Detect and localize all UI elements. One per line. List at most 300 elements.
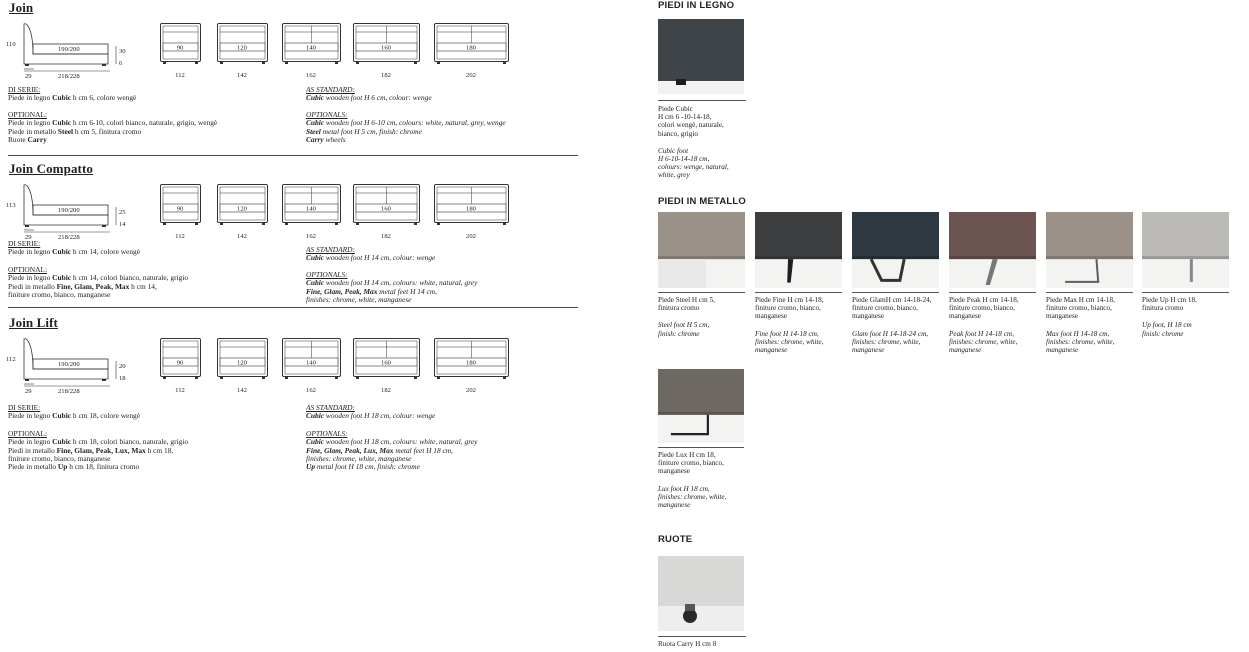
- spec-model-name: Cubic: [306, 411, 325, 421]
- caption-en-line: manganese: [1046, 346, 1079, 355]
- caption-en-line: H 6-10-14-18 cm,: [658, 155, 710, 164]
- spec-model-name: Steel: [306, 126, 321, 136]
- foot-mark: [503, 223, 506, 226]
- caption-en-line: Glam foot H 14-18-24 cm,: [852, 329, 929, 338]
- module-top-view: [160, 184, 204, 244]
- foot-caption: [658, 451, 750, 509]
- photo-art: [852, 212, 939, 288]
- module-label: 90: [176, 44, 184, 52]
- spec-model-name: Carry: [306, 134, 324, 144]
- spec-block-std-en: [306, 86, 432, 103]
- spec-text: wooden foot H 6 cm, colour: wenge: [324, 93, 432, 103]
- spec-model-name: Cubic: [306, 437, 325, 447]
- foot-mark: [503, 62, 506, 65]
- fabric-edge: [852, 256, 939, 259]
- foot-mark: [414, 62, 417, 65]
- spec-block-std-en: [306, 246, 435, 263]
- caption-en-line: Steel foot H 5 cm,: [658, 321, 710, 330]
- module-width: 162: [306, 233, 316, 240]
- foot-mark: [285, 377, 288, 380]
- spec-label: OPTIONALS:: [306, 429, 348, 438]
- spec-text: metal feet H 18 cm,: [393, 445, 453, 455]
- photo-art: [949, 212, 1036, 288]
- section-title: Join: [9, 0, 34, 15]
- fabric-edge: [658, 256, 745, 259]
- caption-en-line: white, grey: [658, 171, 690, 180]
- spec-text: Piedi in metallo: [8, 281, 57, 291]
- ruote-heading: RUOTE: [658, 534, 693, 545]
- section-divider: [8, 307, 578, 308]
- wheel: [683, 609, 697, 623]
- caption-en-line: finishes: chrome, white,: [949, 337, 1018, 346]
- caption-rule: [1142, 292, 1229, 293]
- depth-dim: 29: [25, 73, 32, 80]
- foot-dim: 30: [119, 48, 126, 55]
- foot-mark: [285, 223, 288, 226]
- spec-block-std-en: [306, 404, 435, 421]
- spec-text: wooden foot H 6-10 cm, colours: white, natural, grey, wenge: [324, 118, 506, 128]
- depth-dim: 218/228: [58, 73, 80, 80]
- spec-label: AS STANDARD:: [306, 245, 355, 254]
- fabric-edge: [1046, 256, 1133, 259]
- module-inner: [220, 341, 265, 374]
- foot-shape: [671, 415, 708, 434]
- seat-label: 190/200: [58, 207, 80, 214]
- caption-en-line: manganese: [949, 346, 982, 355]
- module-width: 142: [237, 387, 247, 394]
- module-frame: [218, 24, 268, 62]
- caption-rule: [658, 447, 744, 448]
- spec-block-opt-it: [8, 111, 217, 144]
- spec-block-std-it: [8, 240, 140, 257]
- caption-en-line: finish: chrome: [1142, 329, 1184, 338]
- spec-line: [306, 463, 477, 471]
- foot-mark: [437, 62, 440, 65]
- spec-model-name: Carry: [27, 134, 47, 144]
- foot-shape: [1065, 259, 1098, 282]
- spec-model-name: Fine, Glam, Peak, Max: [306, 286, 378, 296]
- foot-mark: [220, 377, 223, 380]
- module-label: 140: [306, 359, 316, 367]
- fabric: [658, 212, 745, 259]
- foot-caption: [852, 296, 945, 354]
- module-top-view: [217, 338, 271, 398]
- spec-block-std-it: [8, 86, 136, 103]
- module-top-view: [434, 184, 512, 244]
- foot-caption: [755, 296, 848, 354]
- spec-text: wheels: [323, 134, 346, 144]
- foot-dim: 25: [119, 209, 126, 216]
- foot-mark: [414, 377, 417, 380]
- spec-text: finishes: chrome, white, manganese: [306, 294, 412, 304]
- fabric: [852, 212, 939, 259]
- foot-mark: [102, 379, 106, 381]
- foot-dim: 6: [119, 60, 123, 67]
- caption-rule: [949, 292, 1036, 293]
- caption-en: [852, 330, 945, 355]
- fabric: [755, 212, 842, 259]
- caption-en: [658, 485, 750, 510]
- spec-model-name: Fine, Glam, Peak, Lux, Max: [56, 445, 146, 455]
- spec-text: Piede in legno: [8, 118, 53, 128]
- caption-en-line: Fine foot H 14-18 cm,: [755, 329, 819, 338]
- module-width: 162: [306, 387, 316, 394]
- foot-mark: [356, 62, 359, 65]
- foot-caption: [658, 105, 729, 180]
- caption-it: manganese: [658, 467, 690, 476]
- spec-text: wooden foot H 18 cm, colour: wenge: [324, 411, 436, 421]
- spec-text: metal feet H 14 cm,: [377, 286, 437, 296]
- caption-rule: [658, 636, 746, 637]
- foot-mark: [414, 223, 417, 226]
- module-frame: [161, 185, 201, 223]
- spec-text: h cm 18,: [145, 445, 174, 455]
- spec-line: [8, 94, 136, 102]
- seat-label: 190/200: [58, 361, 80, 368]
- spec-model-name: Cubic: [306, 118, 325, 128]
- spec-text: h cm 6-10, colori bianco, naturale, grigio, wengè: [71, 118, 218, 128]
- spec-model-name: Fine, Glam, Peak, Max: [56, 281, 130, 291]
- caption-it: H cm 6 -10-14-18,: [658, 113, 712, 122]
- spec-model-name: Cubic: [306, 253, 325, 263]
- spec-label: AS STANDARD:: [306, 85, 355, 94]
- foot-shape: [871, 259, 904, 280]
- module-frame: [161, 339, 201, 377]
- caption-it: Piede GlamH cm 14-18-24,: [852, 296, 932, 304]
- section-title: Join Lift: [9, 315, 58, 330]
- spec-block-opt-it: [8, 430, 188, 471]
- spec-text: finishes: chrome, white, manganese: [306, 453, 412, 463]
- foot-mark: [285, 62, 288, 65]
- spec-model-name: Up: [57, 462, 68, 472]
- spec-text: Piede in legno: [8, 273, 53, 283]
- depth-dim: 29: [25, 388, 32, 395]
- caption-rule: [852, 292, 939, 293]
- spec-text: metal foot H 18 cm, finish: chrome: [315, 462, 420, 472]
- module-width: 182: [381, 72, 391, 79]
- spec-line: [306, 254, 435, 262]
- spec-line: [8, 248, 140, 256]
- foot-photo: [658, 369, 744, 443]
- caption-en: [949, 330, 1042, 355]
- spec-model-name: Up: [306, 462, 316, 472]
- caption-en-line: Up foot, H 18 cm: [1142, 321, 1192, 330]
- photo-art: [658, 556, 744, 631]
- foot-caption: [658, 296, 751, 338]
- fabric: [949, 212, 1036, 259]
- caption-it: finiture cromo, bianco,: [852, 304, 918, 313]
- module-label: 90: [176, 205, 184, 213]
- spec-block-opt-en: [306, 271, 477, 304]
- spec-line: [8, 136, 217, 144]
- module-width: 142: [237, 233, 247, 240]
- spec-text: wooden foot H 14 cm, colours: white, natural, grey: [324, 278, 478, 288]
- foot-photo: [949, 212, 1036, 288]
- side-view-drawing: [0, 177, 150, 243]
- foot-shape: [787, 259, 793, 283]
- spec-text: finiture cromo, bianco, manganese: [8, 289, 111, 299]
- spec-text: Piede in metallo: [8, 462, 58, 472]
- caption-en-line: Cubic foot: [658, 146, 689, 155]
- caption-rule: [755, 292, 842, 293]
- module-width: 112: [175, 233, 185, 240]
- caption-it: manganese: [755, 312, 787, 321]
- spec-text: h cm 18, colori bianco, naturale, grigio: [71, 437, 189, 447]
- spec-model-name: Cubic: [52, 411, 72, 421]
- spec-line: [306, 94, 432, 102]
- module-width: 162: [306, 72, 316, 79]
- foot-mark: [102, 64, 106, 66]
- module-inner: [163, 341, 198, 374]
- fabric: [658, 556, 744, 606]
- module-top-view: [434, 23, 512, 83]
- foot-mark: [356, 223, 359, 226]
- caption-it: finiture cromo, bianco,: [1046, 304, 1112, 313]
- caption-en-line: manganese: [755, 346, 788, 355]
- module-width: 142: [237, 72, 247, 79]
- foot-mark: [102, 225, 106, 227]
- caption-it: finitura cromo: [1142, 304, 1184, 313]
- side-view-drawing: [0, 16, 150, 82]
- caption-it: finiture cromo, bianco,: [949, 304, 1015, 313]
- module-top-view: [282, 184, 344, 244]
- caption-it: Piede Lux H cm 18,: [658, 451, 716, 459]
- caption-en: [1142, 321, 1235, 337]
- module-inner: [163, 26, 198, 59]
- spec-text: Ruote: [8, 134, 28, 144]
- metallo-heading: PIEDI IN METALLO: [658, 196, 746, 207]
- section-title: Join Compatto: [9, 161, 93, 176]
- fabric-edge: [1142, 256, 1229, 259]
- foot-mark: [25, 379, 29, 381]
- caption-it: bianco, grigio: [658, 129, 698, 138]
- module-label: 120: [237, 205, 247, 213]
- module-label: 180: [466, 359, 476, 367]
- foot-mark: [195, 223, 198, 226]
- spec-text: Piedi in metallo: [8, 445, 57, 455]
- module-label: 140: [306, 44, 316, 52]
- spec-text: h cm 14, colore wengè: [71, 247, 141, 257]
- caption-it: finiture cromo, bianco,: [755, 304, 821, 313]
- spec-label: OPTIONAL:: [8, 265, 48, 274]
- module-width: 112: [175, 387, 185, 394]
- module-frame: [218, 339, 268, 377]
- foot-mark: [220, 62, 223, 65]
- foot-mark: [356, 377, 359, 380]
- seat-label: 190/200: [58, 46, 80, 53]
- module-label: 120: [237, 44, 247, 52]
- spec-text: h cm 5, finitura cromo: [73, 126, 142, 136]
- spec-text: wooden foot H 18 cm, colours: white, natural, grey: [324, 437, 478, 447]
- spec-text: Piede in metallo: [8, 126, 58, 136]
- spec-text: h cm 6, colore wengè: [71, 93, 137, 103]
- foot-photo: [1142, 212, 1229, 288]
- spec-line: [8, 412, 140, 420]
- foot-mark: [437, 377, 440, 380]
- module-width: 202: [466, 72, 476, 79]
- spec-line: [8, 463, 188, 471]
- foot-caption: [949, 296, 1042, 354]
- spec-model-name: Cubic: [52, 247, 72, 257]
- caption-it: manganese: [1046, 312, 1078, 321]
- caption-en-line: manganese: [658, 501, 691, 510]
- foot-mark: [163, 223, 166, 226]
- caption-en: [658, 321, 751, 337]
- wheel-mount: [685, 604, 695, 611]
- spec-label: DI SERIE:: [8, 403, 41, 412]
- module-width: 182: [381, 387, 391, 394]
- depth-dim: 218/228: [58, 234, 80, 241]
- spec-label: OPTIONALS:: [306, 270, 348, 279]
- height-dim: 112: [6, 356, 16, 363]
- caption-en: [755, 330, 848, 355]
- spec-line: [306, 296, 477, 304]
- foot-dim: 20: [119, 363, 126, 370]
- foot-mark: [335, 223, 338, 226]
- spec-line: [306, 412, 435, 420]
- foot-dim: 14: [119, 221, 126, 228]
- fabric-edge: [755, 256, 842, 259]
- foot-photo: [1046, 212, 1133, 288]
- module-top-view: [353, 23, 423, 83]
- cubic-foot-photo: [658, 19, 744, 94]
- spec-line: [8, 291, 188, 299]
- caption-it: Piede Steel H cm 5,: [658, 296, 715, 304]
- foot-mark: [220, 223, 223, 226]
- spec-text: h cm 14,: [129, 281, 157, 291]
- foot-shape: [986, 259, 998, 285]
- foot-mark: [25, 64, 29, 66]
- module-width: 182: [381, 233, 391, 240]
- fabric: [1046, 212, 1133, 259]
- spec-label: OPTIONAL:: [8, 429, 48, 438]
- foot-shape: [1190, 259, 1193, 282]
- caption-rule: [1046, 292, 1133, 293]
- foot-mark: [262, 223, 265, 226]
- caption-en-line: Lux foot H 18 cm,: [658, 484, 710, 493]
- foot-mark: [195, 62, 198, 65]
- caption-en-line: Peak foot H 14-18 cm,: [949, 329, 1014, 338]
- fabric: [1142, 212, 1229, 259]
- caption-it: colori wengè, naturale,: [658, 121, 724, 130]
- foot-mark: [195, 377, 198, 380]
- module-width: 112: [175, 72, 185, 79]
- module-top-view: [434, 338, 512, 398]
- caption-en-line: colours: wenge, natural,: [658, 163, 729, 172]
- module-top-view: [353, 184, 423, 244]
- caption-en: [658, 147, 729, 180]
- floor: [658, 259, 706, 288]
- foot-mark: [163, 62, 166, 65]
- fabric-edge: [658, 412, 744, 415]
- caption-en-line: manganese: [852, 346, 885, 355]
- cubic-foot: [676, 79, 686, 85]
- caption-it: manganese: [852, 312, 884, 321]
- depth-dim: 218/228: [58, 388, 80, 395]
- spec-model-name: Cubic: [306, 278, 325, 288]
- foot-caption: [1142, 296, 1235, 338]
- spec-text: wooden foot H 14 cm, colour: wenge: [324, 253, 436, 263]
- module-top-view: [282, 338, 344, 398]
- wheel-photo: [658, 556, 744, 631]
- spec-text: finiture cromo, bianco, manganese: [8, 453, 111, 463]
- foot-mark: [25, 225, 29, 227]
- foot-mark: [335, 62, 338, 65]
- module-label: 120: [237, 359, 247, 367]
- spec-block-opt-it: [8, 266, 188, 299]
- spec-text: h cm 18, colore wengè: [71, 411, 141, 421]
- photo-art: [1142, 212, 1229, 288]
- module-inner: [163, 187, 198, 220]
- caption-it: finitura cromo: [658, 304, 700, 313]
- module-label: 160: [381, 44, 391, 52]
- spec-label: DI SERIE:: [8, 85, 41, 94]
- section-divider: [8, 155, 578, 156]
- caption-en-line: finishes: chrome, white,: [658, 492, 727, 501]
- module-label: 180: [466, 205, 476, 213]
- fabric: [658, 369, 744, 415]
- spec-model-name: Cubic: [52, 437, 72, 447]
- module-frame: [218, 185, 268, 223]
- caption-en-line: finishes: chrome, white,: [755, 337, 824, 346]
- module-inner: [220, 187, 265, 220]
- depth-dim: 29: [25, 234, 32, 241]
- spec-model-name: Cubic: [52, 273, 72, 283]
- module-top-view: [282, 23, 344, 83]
- height-dim: 113: [6, 202, 16, 209]
- foot-dim: 18: [119, 375, 126, 382]
- caption-it: Piede Max H cm 14-18,: [1046, 296, 1115, 304]
- caption-it: Piede Fine H cm 14-18,: [755, 296, 824, 304]
- module-width: 202: [466, 233, 476, 240]
- spec-text: metal foot H 5 cm, finish: chrome: [320, 126, 422, 136]
- foot-mark: [503, 377, 506, 380]
- module-top-view: [160, 23, 204, 83]
- legno-heading: PIEDI IN LEGNO: [658, 0, 735, 11]
- spec-text: Piede in legno: [8, 437, 53, 447]
- spec-text: h cm 18, finitura cromo: [67, 462, 140, 472]
- spec-model-name: Fine, Glam, Peak, Lux, Max: [306, 445, 394, 455]
- caption-it: finiture cromo, bianco,: [658, 459, 724, 468]
- caption-it: Piede Cubic: [658, 105, 693, 113]
- spec-block-opt-en: [306, 111, 506, 144]
- spec-model-name: Cubic: [52, 118, 72, 128]
- caption-it: Piede Up H cm 18,: [1142, 296, 1197, 304]
- spec-text: Piede in legno: [8, 411, 53, 421]
- module-label: 180: [466, 44, 476, 52]
- caption-it: Ruota Carry H cm 8: [658, 640, 717, 648]
- caption-en-line: Max foot H 14-18 cm,: [1046, 329, 1110, 338]
- height-dim: 110: [6, 41, 16, 48]
- module-inner: [220, 26, 265, 59]
- photo-art: [658, 369, 744, 443]
- foot-mark: [163, 377, 166, 380]
- foot-mark: [262, 62, 265, 65]
- caption-en-line: finishes: chrome, white,: [1046, 337, 1115, 346]
- module-top-view: [160, 338, 204, 398]
- module-frame: [161, 24, 201, 62]
- module-label: 160: [381, 359, 391, 367]
- spec-label: OPTIONAL:: [8, 110, 48, 119]
- foot-photo: [755, 212, 842, 288]
- foot-caption: [658, 640, 716, 648]
- module-width: 202: [466, 387, 476, 394]
- module-label: 140: [306, 205, 316, 213]
- caption-it: Piede Peak H cm 14-18,: [949, 296, 1019, 304]
- caption-en: [1046, 330, 1139, 355]
- fabric-edge: [949, 256, 1036, 259]
- fabric: [658, 19, 744, 81]
